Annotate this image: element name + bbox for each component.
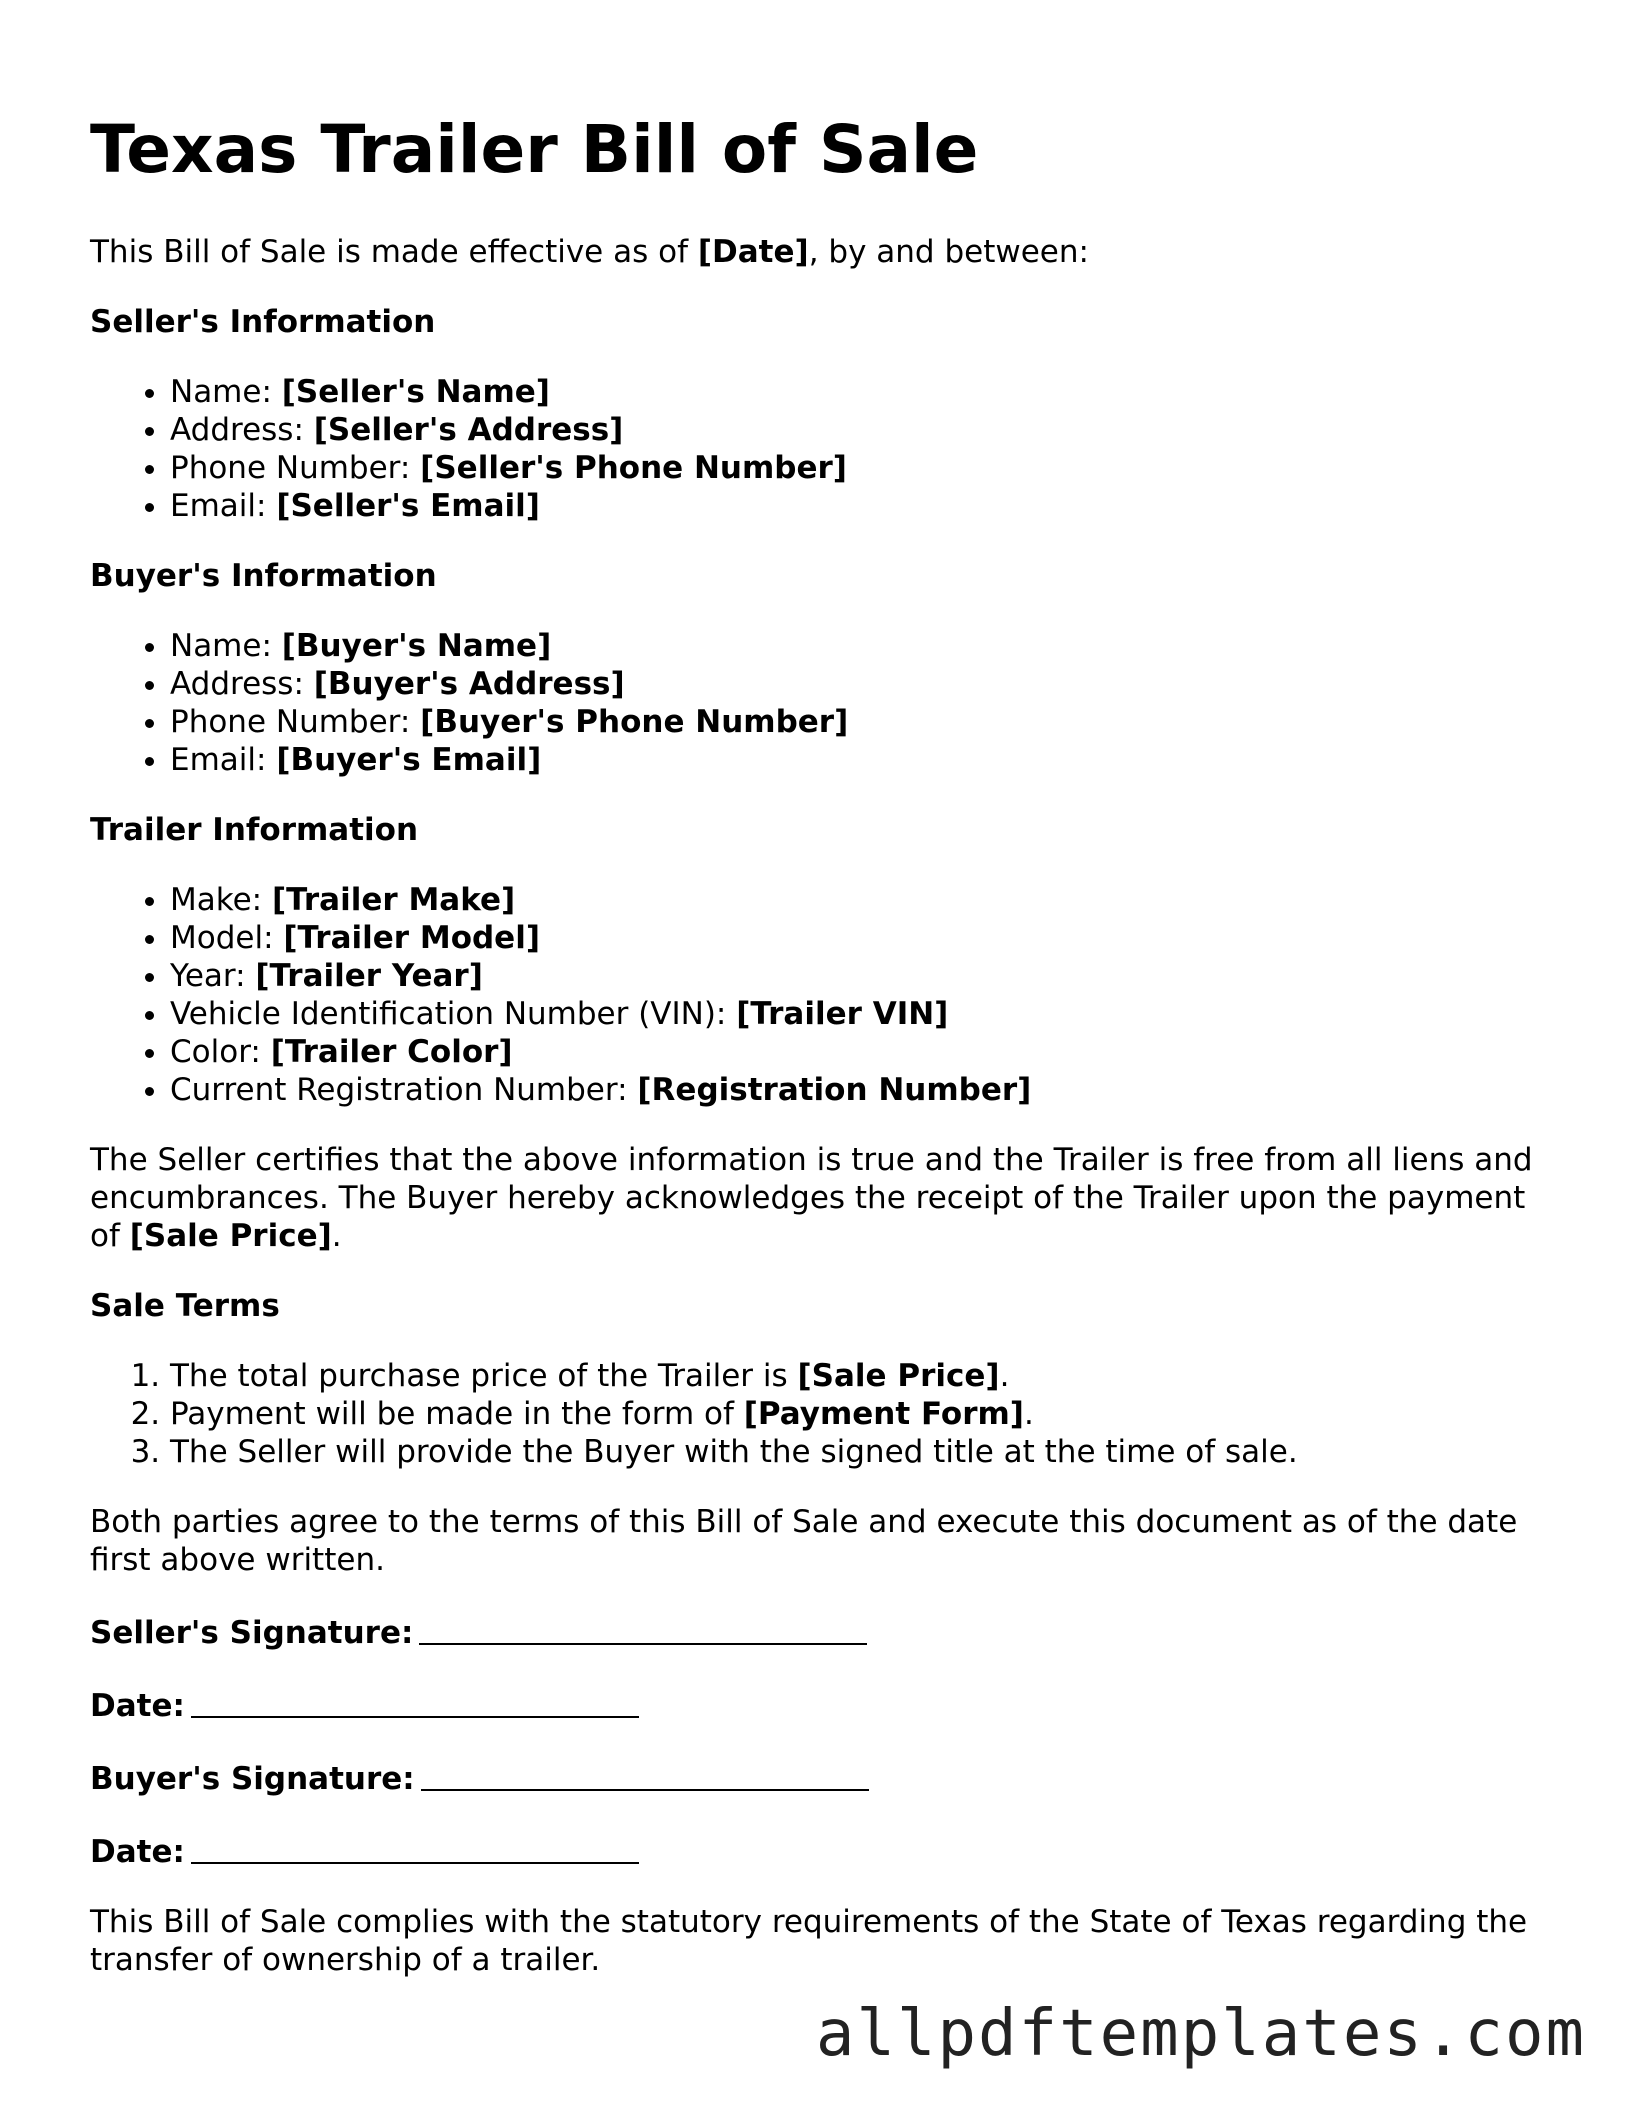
list-item: • Address: [Seller's Address] [170, 411, 1550, 449]
list-item: • Phone Number: [Buyer's Phone Number] [170, 703, 1550, 741]
list-item: • Model: [Trailer Model] [170, 919, 1550, 957]
buyer-date-line[interactable] [191, 1832, 639, 1864]
trailer-list [90, 881, 1550, 1109]
seller-date-field: Date: [90, 1684, 1550, 1725]
sale-terms-heading: Sale Terms [90, 1288, 280, 1324]
list-item: • Email: [Seller's Email] [170, 487, 1550, 525]
trailer-heading: Trailer Information [90, 812, 419, 848]
list-item: • Year: [Trailer Year] [170, 957, 1550, 995]
list-item: • Phone Number: [Seller's Phone Number] [170, 449, 1550, 487]
compliance-paragraph: This Bill of Sale complies with the statutory requirements of the State of Texas regarding the transfer of ownership of a trailer. [90, 1904, 1528, 1978]
document-body [90, 233, 1550, 2011]
list-item: • Vehicle Identification Number (VIN): [Trailer VIN] [170, 995, 1550, 1033]
buyer-signature-line[interactable] [421, 1759, 869, 1791]
sale-terms-list [90, 1357, 1550, 1471]
list-item: • Name: [Buyer's Name] [170, 627, 1550, 665]
certification-paragraph: The Seller certifies that the above information is true and the Trailer is free from all liens and encumbrances. The Buyer hereby acknowledges the receipt of the Trailer upon the payment of [Sale Price]. [90, 1142, 1533, 1254]
seller-signature-line[interactable] [419, 1613, 867, 1645]
list-item: • Address: [Buyer's Address] [170, 665, 1550, 703]
buyer-signature-field: Buyer's Signature: [90, 1757, 1550, 1798]
document-title: Texas Trailer Bill of Sale [90, 111, 979, 188]
list-item: 1. The total purchase price of the Trailer is [Sale Price]. [170, 1357, 1550, 1395]
list-item: 3. The Seller will provide the Buyer with the signed title at the time of sale. [170, 1433, 1550, 1471]
date-placeholder: [Date] [697, 234, 809, 270]
list-item: • Name: [Seller's Name] [170, 373, 1550, 411]
intro-paragraph: This Bill of Sale is made effective as of [Date], by and between: [90, 234, 1089, 270]
buyer-heading: Buyer's Information [90, 558, 437, 594]
list-item: 2. Payment will be made in the form of [Payment Form]. [170, 1395, 1550, 1433]
list-item: • Color: [Trailer Color] [170, 1033, 1550, 1071]
seller-signature-field: Seller's Signature: [90, 1611, 1550, 1652]
list-item: • Email: [Buyer's Email] [170, 741, 1550, 779]
buyer-list [90, 627, 1550, 779]
list-item: • Current Registration Number: [Registration Number] [170, 1071, 1550, 1109]
agreement-paragraph: Both parties agree to the terms of this Bill of Sale and execute this document as of the date first above written. [90, 1504, 1518, 1578]
buyer-date-field: Date: [90, 1830, 1550, 1871]
watermark: allpdftemplates.com [815, 1997, 1586, 2071]
seller-heading: Seller's Information [90, 304, 436, 340]
seller-list [90, 373, 1550, 525]
seller-date-line[interactable] [191, 1686, 639, 1718]
list-item: • Make: [Trailer Make] [170, 881, 1550, 919]
